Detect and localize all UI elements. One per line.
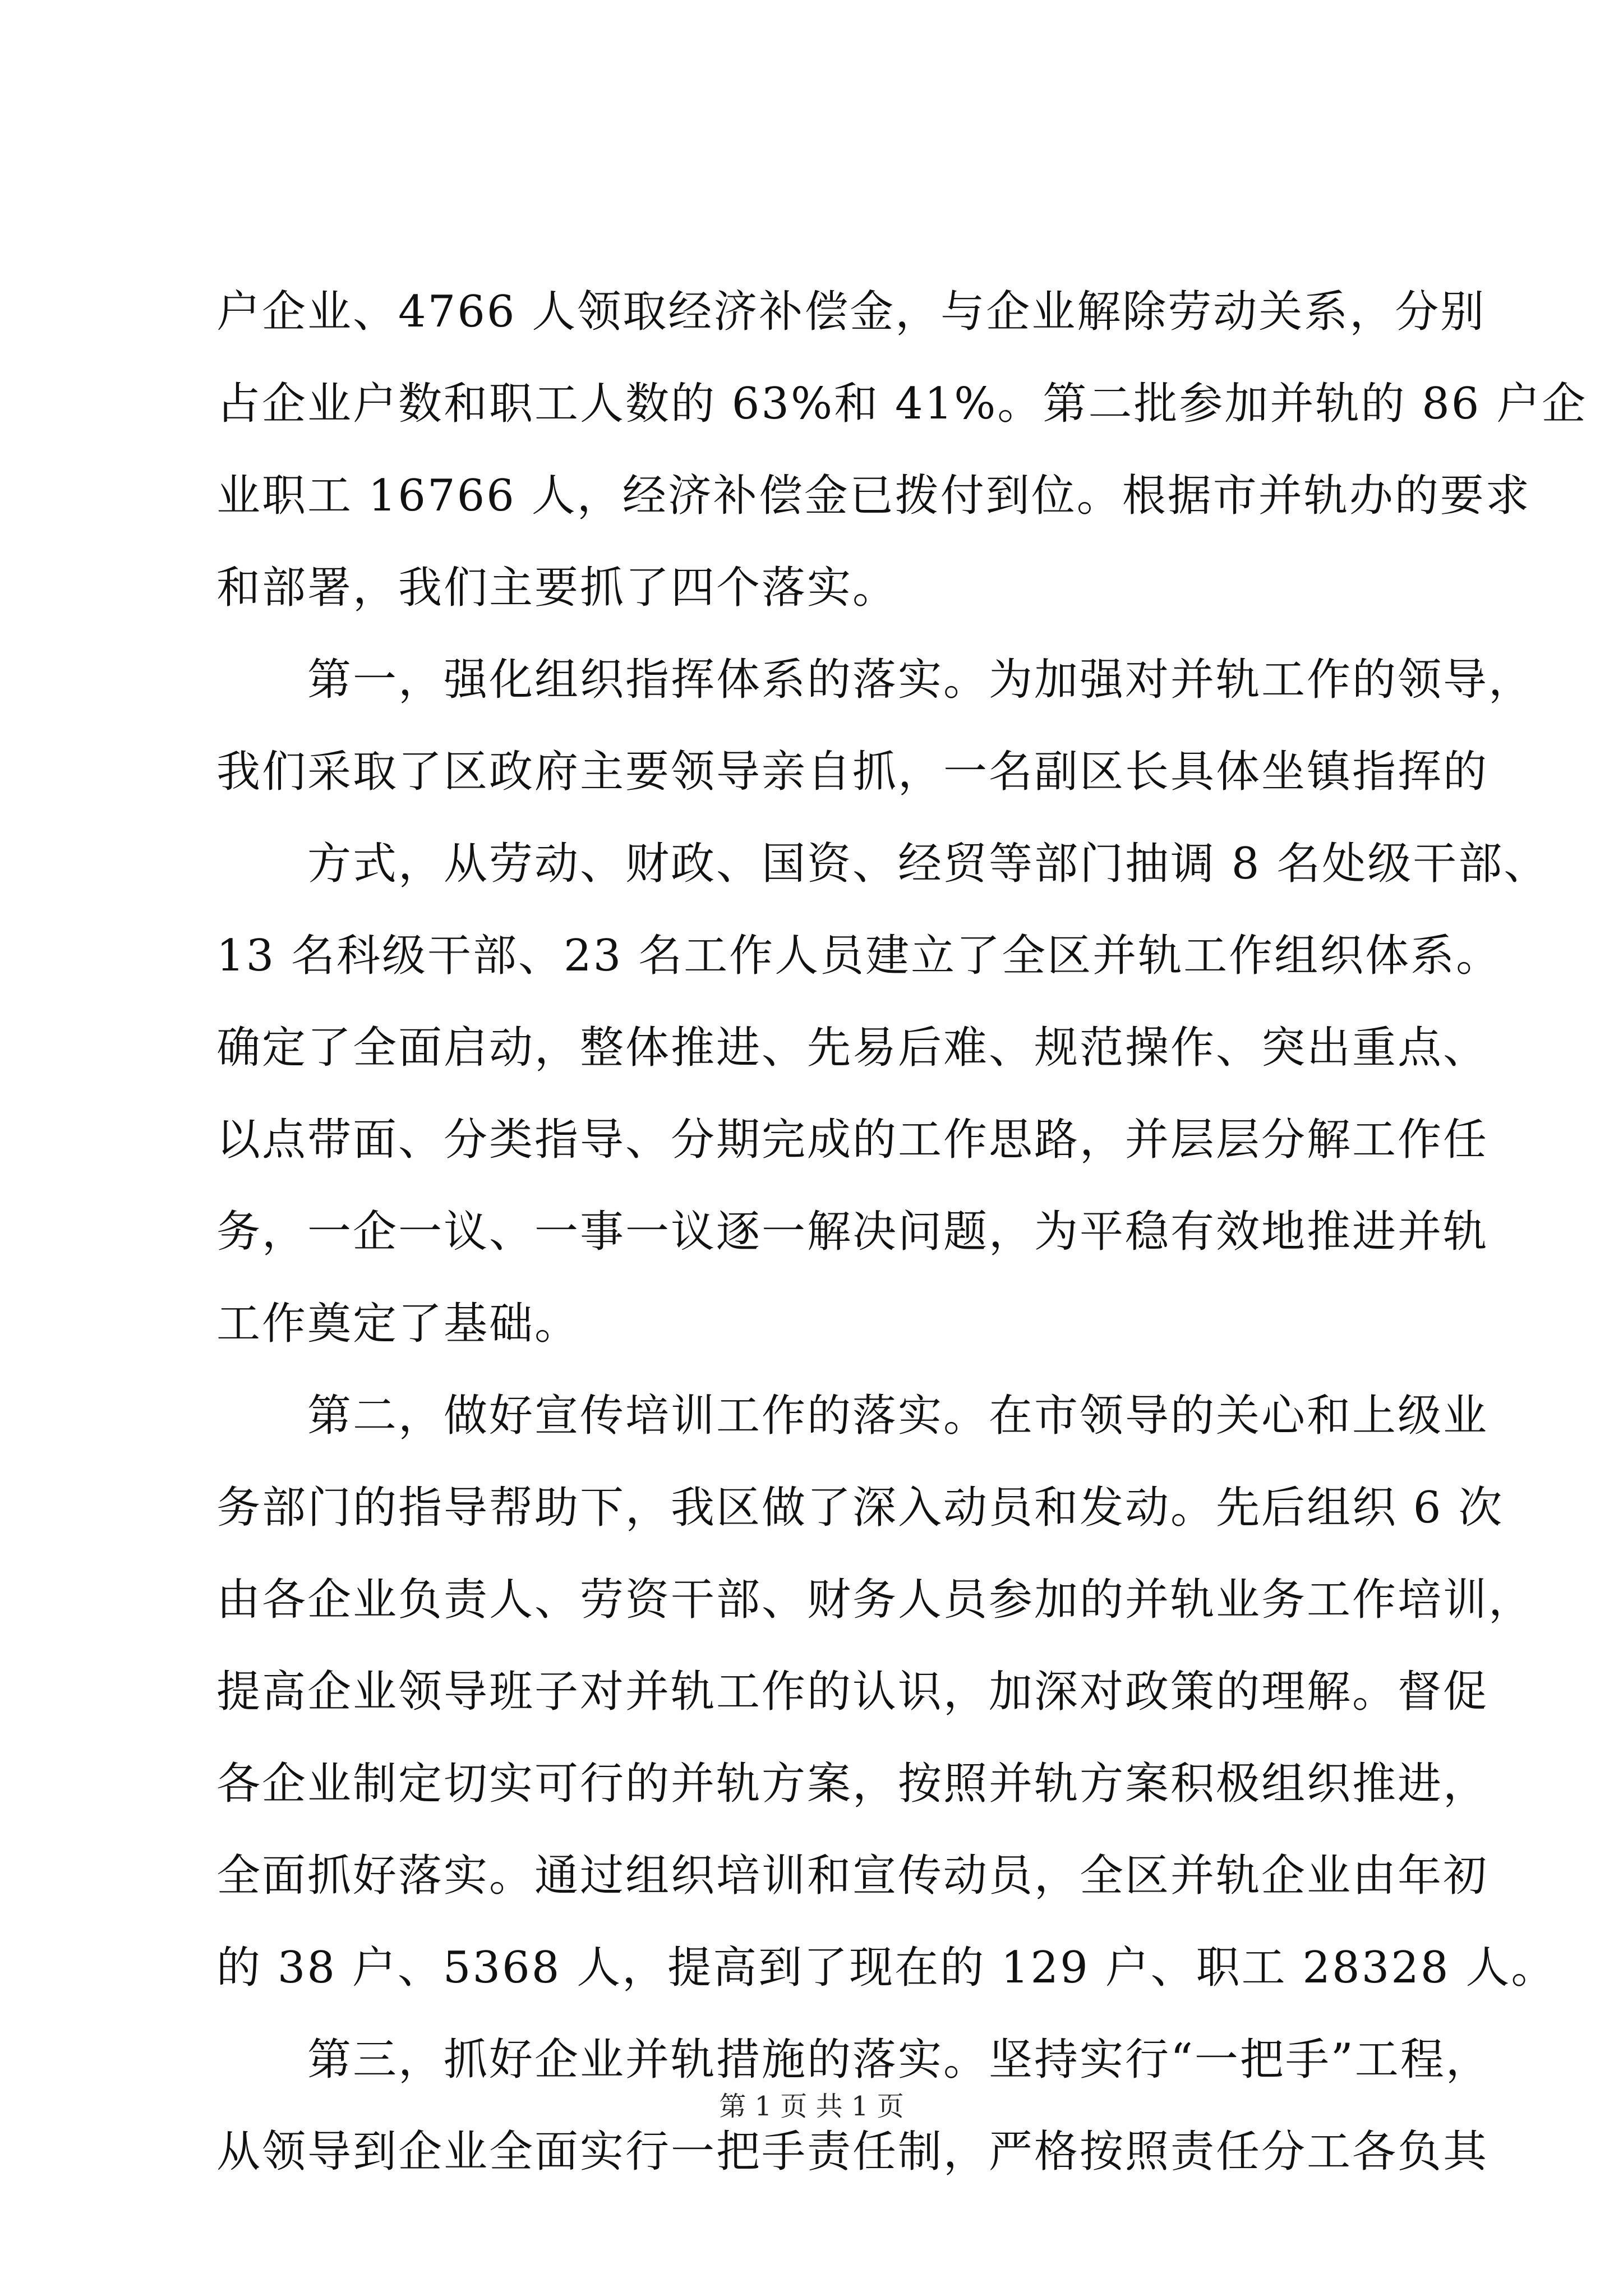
text-line: 以点带面、分类指导、分期完成的工作思路，并层层分解工作任 [216, 1115, 1489, 1165]
text-line: 确定了全面启动，整体推进、先易后难、规范操作、突出重点、 [216, 1023, 1489, 1073]
text-line: 从领导到企业全面实行一把手责任制，严格按照责任分工各负其 [216, 2127, 1489, 2177]
text-line: 和部署，我们主要抓了四个落实。 [216, 563, 898, 613]
text-line: 全面抓好落实。通过组织培训和宣传动员，全区并轨企业由年初 [216, 1851, 1489, 1901]
paragraph-first-line: 第一，强化组织指挥体系的落实。为加强对并轨工作的领导， [307, 655, 1534, 705]
text-line: 户企业、4766 人领取经济补偿金，与企业解除劳动关系，分别 [216, 287, 1486, 337]
text-line: 务，一企一议、一事一议逐一解决问题，为平稳有效地推进并轨 [216, 1207, 1489, 1257]
text-line: 提高企业领导班子对并轨工作的认识，加深对政策的理解。督促 [216, 1667, 1489, 1717]
text-line: 业职工 16766 人，经济补偿金已拨付到位。根据市并轨办的要求 [216, 471, 1531, 521]
text-line: 方式，从劳动、财政、国资、经贸等部门抽调 8 名处级干部、 [307, 839, 1550, 889]
text-line: 我们采取了区政府主要领导亲自抓，一名副区长具体坐镇指挥的 [216, 747, 1489, 797]
text-line: 13 名科级干部、23 名工作人员建立了全区并轨工作组织体系。 [216, 931, 1502, 981]
body-text [216, 266, 1588, 2198]
text-line: 占企业户数和职工人数的 63%和 41%。第二批参加并轨的 86 户企 [216, 379, 1588, 429]
text-line: 的 38 户、5368 人，提高到了现在的 129 户、职工 28328 人。 [216, 1943, 1557, 1993]
paragraph-first-line: 第三，抓好企业并轨措施的落实。坚持实行“一把手”工程， [307, 2035, 1491, 2085]
text-line: 工作奠定了基础。 [216, 1299, 580, 1349]
text-line: 务部门的指导帮助下，我区做了深入动员和发动。先后组织 6 次 [216, 1483, 1504, 1533]
paragraph-first-line: 第二，做好宣传培训工作的落实。在市领导的关心和上级业 [307, 1391, 1489, 1441]
text-line: 各企业制定切实可行的并轨方案，按照并轨方案积极组织推进， [216, 1759, 1489, 1809]
page-footer: 第 1 页 共 1 页 [719, 2091, 904, 2122]
text-line: 由各企业负责人、劳资干部、财务人员参加的并轨业务工作培训， [216, 1575, 1534, 1625]
